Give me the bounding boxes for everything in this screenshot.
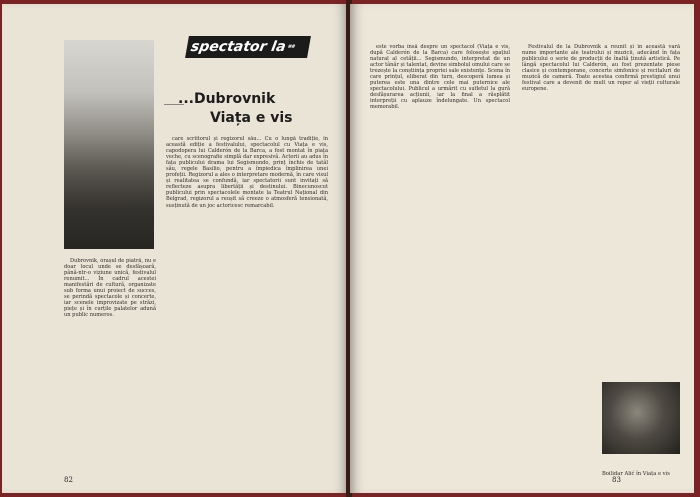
page-number-left: 82: [64, 476, 73, 484]
actor-photo: [602, 382, 680, 454]
intro-text: Dubrovnik, orașul de piatră, nu e doar locul unde se desfășoară, până-ntr-o viziune unică, festivalul renumit... În cadrul acestei manifestări de cultură, organizate sub forma unui proiect de succes, se perindă spectacole și concerte, iar scenele improvizate pe străzi, piețe și în curțile palatelor adună un public numeros.: [64, 258, 156, 319]
page-left: [2, 4, 348, 493]
article-title-2: Viața e vis: [210, 110, 293, 126]
left-body-text: care scriitorul și regizorul său... Cu o lungă tradiție, în această ediție a festivalului, spectacolul cu Viața e vis, capodopera lui Calderón de la Barca, a fost montat în piața veche, cu scenografie simplă dar expresivă. Actorii au adus în fața publicului drama lui Segismundo, prinț închis de tatăl său, regele Basilio, pentru a împiedica împlinirea unei profeții. Regizorul a ales o interpretare modernă, în care visul și realitatea se confundă, iar spectatorii sunt invitați să reflecteze asupra libertății și destinului. Binecunoscut publicului prin spectacolele montate la Teatrul Național din Belgrad, regizorul a reușit să creeze o atmosferă tensionată, susținută de un joc actoricesc remarcabil.: [166, 136, 328, 209]
page-number-right: 83: [612, 476, 621, 484]
right-body-text-1: este vorba însă despre un spectacol (Viața e vis, după Calderón de la Barca) care folosește spațiul natural al cetății... Segismundo, interpretat de un actor tânăr și talentat, devine simbolul omului care se trezește la conștiința propriei sale existențe. Scena în care prințul, eliberat din turn, descoperă lumea și puterea este una dintre cele mai puternice ale spectacolului. Publicul a urmărit cu sufletul la gură desfășurarea acțiunii, iar la final a răsplătit interpreții cu aplauze îndelungate. Un spectacol memorabil.: [370, 44, 510, 111]
right-body-text-2: Festivalul de la Dubrovnik a reunit și în această vară nume importante ale teatrului și muzicii, aducând în fața publicului o serie de producții de înaltă ținută artistică. Pe lângă spectacolul lui Calderón, au fost prezentate piese clasice și contemporane, concerte simfonice și recitaluri de muzică de cameră. Toate acestea confirmă prestigiul unui festival care a devenit de mult un reper al vieții culturale europene.: [522, 44, 680, 93]
magazine-logo: spectator la##: [185, 36, 311, 58]
photo-caption: Boilidar Alić în Viața e vis: [602, 471, 670, 477]
article-title-1: ...Dubrovnik: [178, 91, 276, 107]
page-right: [350, 4, 694, 493]
city-photo: [64, 40, 154, 249]
